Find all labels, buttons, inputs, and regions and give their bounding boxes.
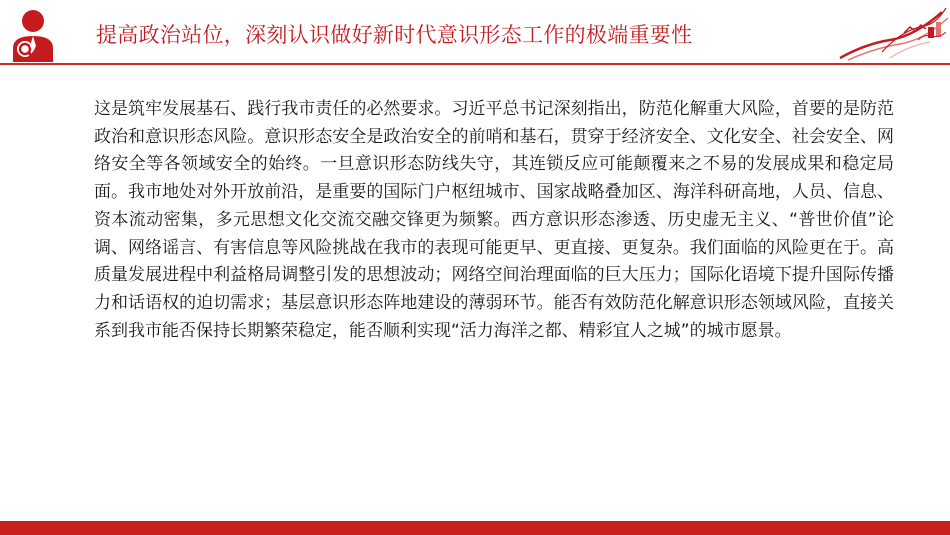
person-magnifier-icon <box>5 6 67 62</box>
page-title: 提高政治站位，深刻认识做好新时代意识形态工作的极端重要性 <box>96 23 693 47</box>
red-ribbon-decoration-icon <box>820 0 950 64</box>
footer-bar <box>0 521 950 535</box>
header-divider <box>0 63 950 65</box>
body-paragraph: 这是筑牢发展基石、践行我市责任的必然要求。习近平总书记深刻指出，防范化解重大风险，首要的是防范政治和意识形态风险。意识形态安全是政治安全的前哨和基石，贯穿于经济安全、文化安全、社会安全、网络安全等各领域安全的始终。一旦意识形态防线失守，其连锁反应可能颠覆来之不易的发展成果和稳定局面。我市地处对外开放前沿，是重要的国际门户枢纽城市、国家战略叠加区、海洋科研高地，人员、信息、资本流动密集，多元思想文化交流交融交锋更为频繁。西方意识形态渗透、历史虚无主义、“普世价值”论调、网络谣言、有害信息等风险挑战在我市的表现可能更早、更直接、更复杂。我们面临的风险更在于。高质量发展进程中利益格局调整引发的思想波动；网络空间治理面临的巨大压力；国际化语境下提升国际传播力和话语权的迫切需求；基层意识形态阵地建设的薄弱环节。能否有效防范化解意识形态领域风险，直接关系到我市能否保持长期繁荣稳定，能否顺利实现“活力海洋之都、精彩宜人之城”的城市愿景。 <box>94 99 894 341</box>
